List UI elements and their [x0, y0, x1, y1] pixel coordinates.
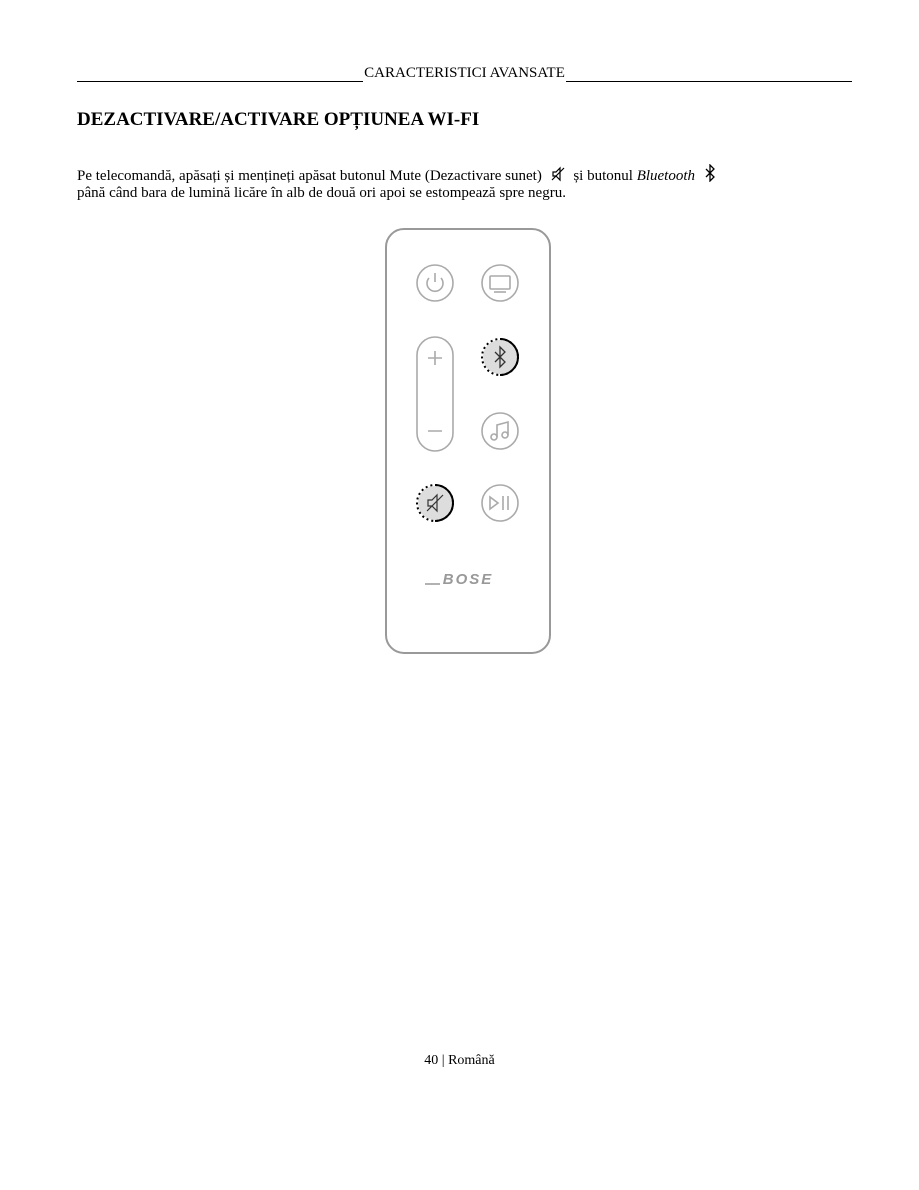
- header-title: CARACTERISTICI AVANSATE: [364, 65, 565, 81]
- footer-language: Română: [448, 1053, 495, 1068]
- para-bluetooth: Bluetooth: [636, 168, 696, 184]
- running-header: [77, 64, 852, 82]
- bluetooth-icon: [703, 164, 717, 182]
- page-number: 40: [424, 1053, 439, 1068]
- instruction-paragraph: [77, 164, 857, 202]
- para-text-2: și butonul: [573, 168, 633, 184]
- para-text-3: până când bara de lumină licăre în alb de două ori apoi se estompează spre negru.: [77, 185, 566, 201]
- bose-logo: BOSE: [442, 571, 494, 588]
- page-footer: [0, 1053, 919, 1069]
- remote-body: [386, 229, 550, 653]
- header-rule-left: [77, 65, 363, 82]
- header-rule-right: [566, 65, 852, 82]
- remote-illustration: [380, 225, 556, 661]
- footer-separator: |: [441, 1053, 445, 1068]
- para-text-1: Pe telecomandă, apăsați și mențineți apăsat butonul Mute (Dezactivare sunet): [77, 168, 542, 184]
- mute-icon: [550, 166, 566, 182]
- section-heading: DEZACTIVARE/ACTIVARE OPȚIUNEA WI-FI: [77, 109, 480, 130]
